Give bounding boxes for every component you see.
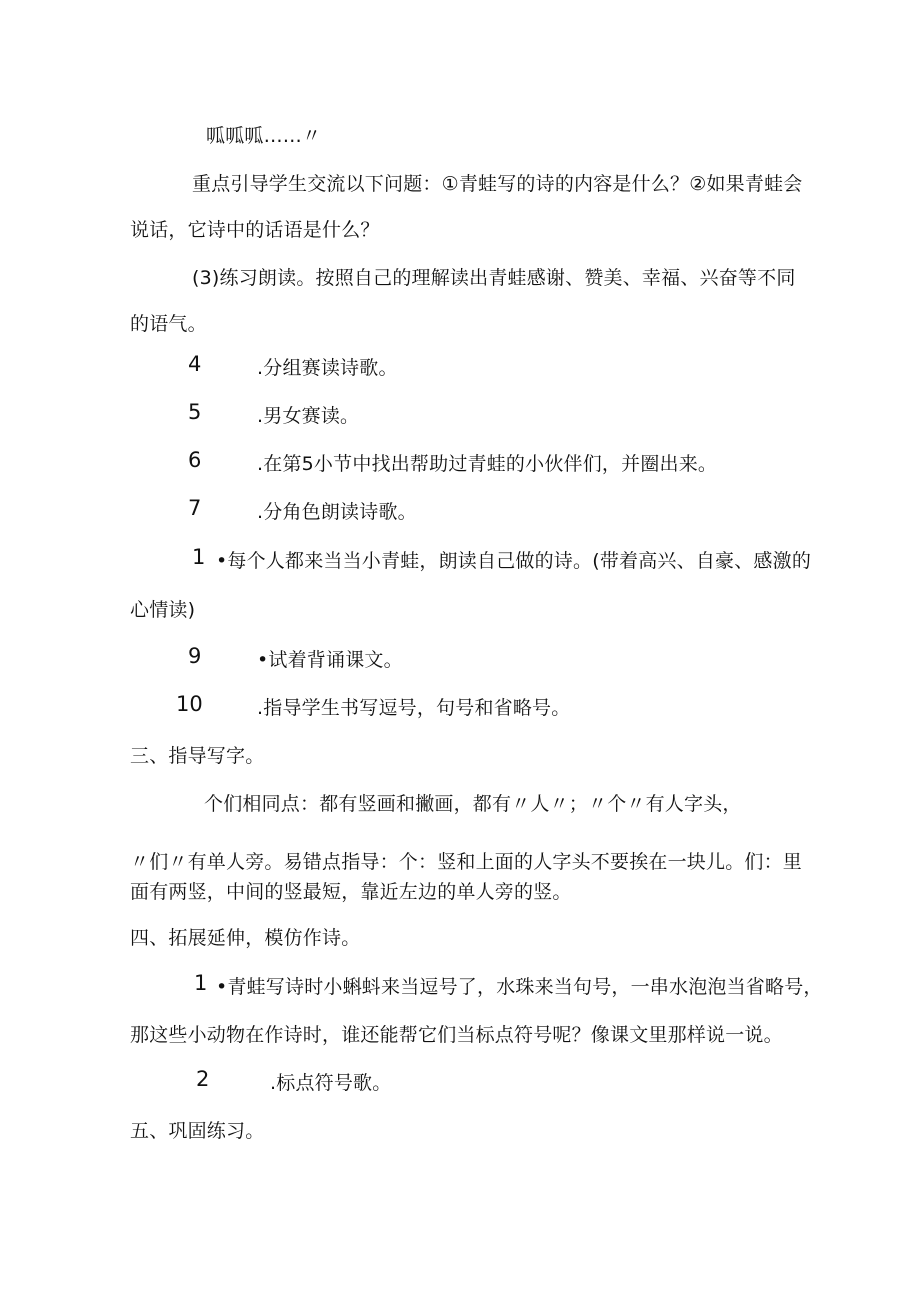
step-number: 7 <box>188 496 202 520</box>
paragraph-practice-reading-line1: (3)练习朗读。按照自己的理解读出青蛙感谢、赞美、幸福、兴奋等不同 <box>192 267 796 289</box>
extension-item1-line2: 那这些小动物在作诗时，谁还能帮它们当标点符号呢？像课文里那样说一说。 <box>130 1024 783 1046</box>
writing-guide-line1: 个们相同点：都有竖画和撇画，都有〃人〃；〃个〃有人字头， <box>204 793 742 815</box>
paragraph-practice-reading-line2: 的语气。 <box>130 313 207 335</box>
step-text: .分组赛读诗歌。 <box>257 357 398 379</box>
step-number: 10 <box>176 692 203 716</box>
paragraph-guide-questions-line2: 说话，它诗中的话语是什么？ <box>130 219 380 241</box>
step-number: 5 <box>188 400 202 424</box>
step-number: 2 <box>196 1067 210 1091</box>
paragraph-guide-questions-line1: 重点引导学生交流以下问题：①青蛙写的诗的内容是什么？②如果青蛙会 <box>192 173 803 195</box>
writing-guide-line3: 面有两竖，中间的竖最短，靠近左边的单人旁的竖。 <box>130 881 572 903</box>
section-heading-writing: 三、指导写字。 <box>130 745 265 767</box>
step-number: 1 <box>192 545 206 569</box>
section-heading-extension: 四、拓展延伸，模仿作诗。 <box>130 927 361 949</box>
step-text: .分角色朗读诗歌。 <box>257 501 417 523</box>
step-text: •每个人都来当当小青蛙，朗读自己做的诗。(带着高兴、自豪、感激的 <box>216 550 812 572</box>
step-text-continuation: 心情读) <box>130 599 196 621</box>
writing-guide-line2: 〃们〃有单人旁。易错点指导：个：竖和上面的人字头不要挨在一块儿。们：里 <box>130 851 803 873</box>
step-text: .指导学生书写逗号，句号和省略号。 <box>257 697 571 719</box>
step-number: 9 <box>188 644 202 668</box>
extension-item1-line1: •青蛙写诗时小蝌蚪来当逗号了，水珠来当句号，一串水泡泡当省略号， <box>216 976 823 998</box>
step-text: •试着背诵课文。 <box>257 649 403 671</box>
paragraph-frog-sound: 呱呱呱……〃 <box>206 125 322 147</box>
step-number: 6 <box>188 448 202 472</box>
step-text: .在第5小节中找出帮助过青蛙的小伙伴们，并圈出来。 <box>257 453 718 475</box>
extension-item2-text: .标点符号歌。 <box>270 1072 392 1094</box>
step-text: .男女赛读。 <box>257 405 360 427</box>
step-number: 1 <box>194 971 208 995</box>
section-heading-consolidation: 五、巩固练习。 <box>130 1120 265 1142</box>
step-number: 4 <box>188 352 202 376</box>
